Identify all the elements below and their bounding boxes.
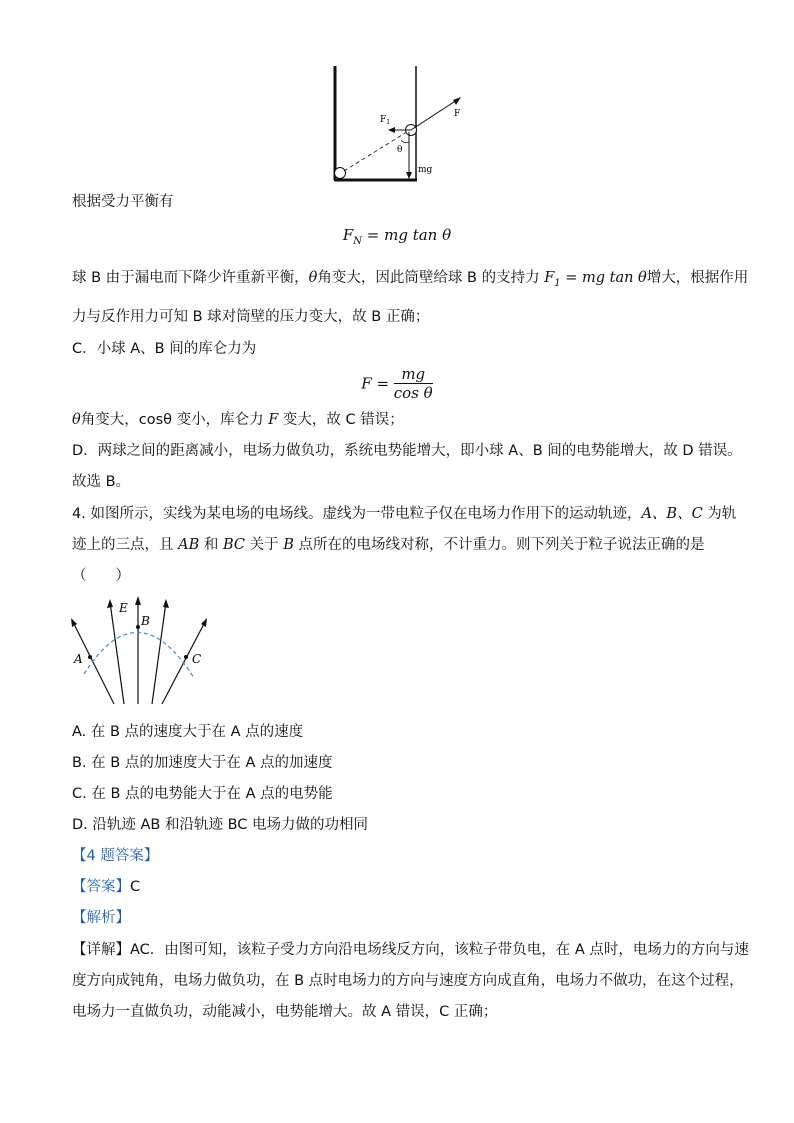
equation-coulomb: F = $\frac{mg}{\text{cos θ}}$ [361,365,433,402]
electric-field-figure [62,594,222,710]
field-arrowhead-1 [71,618,77,627]
field-line-2 [110,602,124,704]
force-F-arrowhead [453,97,461,105]
gravity-arrowhead [406,172,412,179]
field-arrowhead-4 [163,599,169,608]
question-4-line1: 4. 如图所示，实线为某电场的电场线。虚线为一带电粒子仅在电场力作用下的运动轨迹，A、B、C 为轨 [72,506,737,522]
option-a: A. 在 B 点的速度大于在 A 点的速度 [72,724,304,740]
answer-header: 【4 题答案】 [72,848,159,864]
label-F1: $F_1$ [380,115,391,126]
force-diagram-figure [320,60,480,188]
question-4-line2: 迹上的三点，且 AB 和 BC 关于 B 点所在的电场线对称，不计重力。则下列关于粒子说法正确的是 [72,537,705,553]
analysis-header: 【解析】 [72,910,130,926]
particle-trajectory [84,632,194,678]
label-theta: θ [397,145,403,155]
label-B: B [141,614,150,628]
point-a [88,655,92,659]
option-b: B. 在 B 点的加速度大于在 A 点的加速度 [72,755,333,771]
theta-arc [401,140,409,143]
force-F-arrow [411,98,460,130]
label-mg: mg [418,165,433,175]
text-ball-b-balance: 球 B 由于漏电而下降少许重新平衡，θ角变大，因此筒壁给球 B 的支持力 $F_1$ = mg tan θ增大，根据作用 [72,270,749,289]
field-arrowhead-5 [201,618,207,627]
text-option-d: D．两球之间的距离减小，电场力做负功，系统电势能增大，即小球 A、B 间的电势能增大，故 D 错误。 [72,443,742,459]
force-F1-arrowhead [388,127,395,133]
detail-line-3: 电场力一直做负功，动能减小，电势能增大。故 A 错误，C 正确； [72,1004,498,1020]
field-arrowhead-2 [107,599,113,608]
equation-fn: $F_N$ = mg tan θ [342,226,452,247]
text-theta-increase: θ角变大，cosθ 变小，库仑力 F 变大，故 C 错误； [72,412,404,428]
option-d: D. 沿轨迹 AB 和沿轨迹 BC 电场力做的功相同 [72,817,369,833]
detail-line-1: 【详解】AC．由图可知，该粒子受力方向沿电场线反方向，该粒子带负电，在 A 点时，电场力的方向与速 [72,942,749,958]
option-c: C. 在 B 点的电势能大于在 A 点的电势能 [72,786,333,802]
point-c [184,655,188,659]
ball-a [335,168,346,179]
text-option-c-intro: C．小球 A、B 间的库仑力为 [72,341,257,357]
detail-line-2: 度方向成钝角，电场力做负功，在 B 点时电场力的方向与速度方向成直角，电场力不做功，在这个过程， [72,973,744,989]
answer-line: 【答案】C [72,879,141,895]
field-arrowhead-3 [135,596,141,605]
label-E: E [119,601,128,615]
label-C: C [192,652,202,666]
text-force-balance: 根据受力平衡有 [72,194,174,210]
question-4-blank: （ ） [72,568,130,584]
text-reaction-force: 力与反作用力可知 B 球对筒壁的压力变大，故 B 正确； [72,309,430,325]
text-choose-b: 故选 B。 [72,474,131,490]
field-line-4 [152,602,166,704]
point-b [136,625,140,629]
label-A: A [74,652,83,666]
label-F: F [454,109,461,119]
